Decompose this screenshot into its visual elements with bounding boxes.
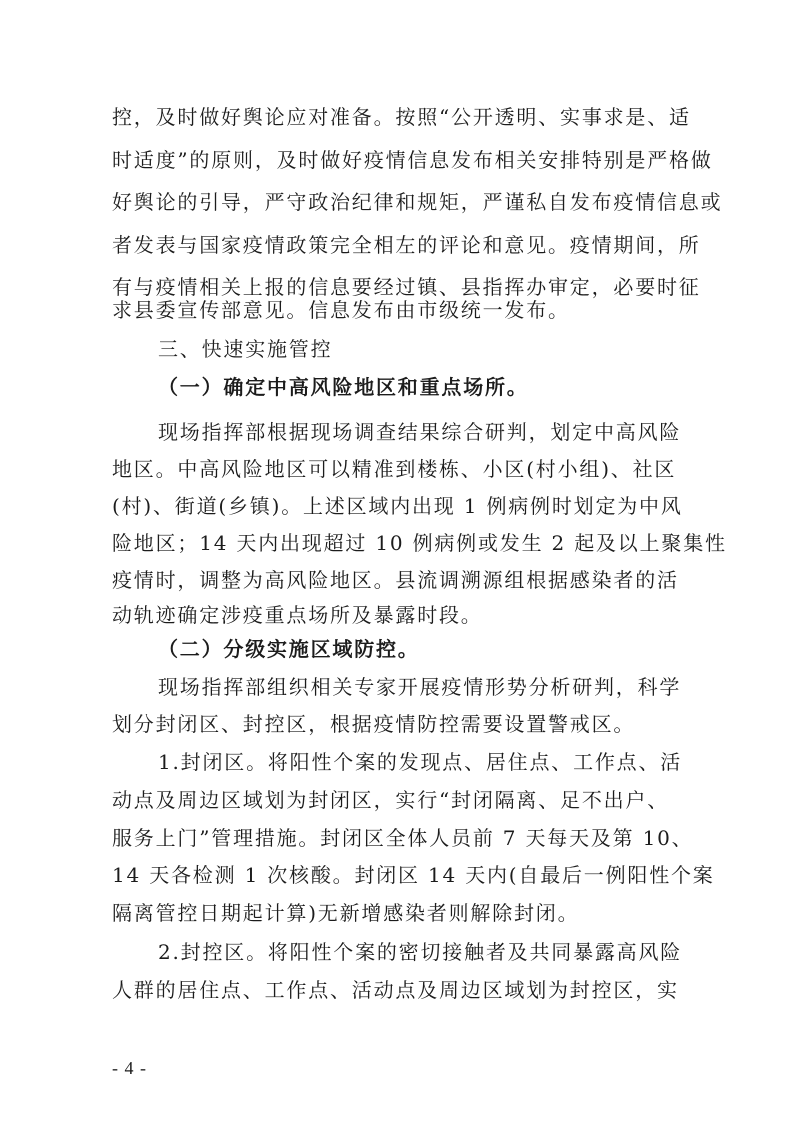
body-text-line: 划分封闭区、封控区，根据疫情防控需要设置警戒区。 [112, 712, 636, 736]
body-text-line: 人群的居住点、工作点、活动点及周边区域划为封控区，实 [112, 978, 679, 1002]
body-text-line: 现场指挥部组织相关专家开展疫情形势分析研判，科学 [158, 675, 682, 699]
body-text-line: 动轨迹确定涉疫重点场所及暴露时段。 [112, 603, 483, 627]
body-text-line: 隔离管控日期起计算)无新增感染者则解除封闭。 [112, 901, 580, 925]
page-number: - 4 - [112, 1058, 147, 1078]
body-text-line: 有与疫情相关上报的信息要经过镇、县指挥办审定，必要时征 [112, 275, 701, 299]
body-text-line: 时适度”的原则，及时做好疫情信息发布相关安排特别是严格做 [112, 148, 713, 172]
body-text-line: 服务上门”管理措施。封闭区全体人员前 7 天每天及第 10、 [112, 826, 694, 850]
body-text-line: 者发表与国家疫情政策完全相左的评论和意见。疫情期间，所 [112, 233, 701, 257]
subsection-heading: （一）确定中高风险地区和重点场所。 [158, 375, 529, 399]
subsection-heading: （二）分级实施区域防控。 [158, 637, 420, 661]
body-text-line: 控，及时做好舆论应对准备。按照“公开透明、实事求是、适 [112, 105, 691, 129]
body-text-line: 好舆论的引导，严守政治纪律和规矩，严谨私自发布疫情信息或 [112, 190, 723, 214]
body-text-line: 险地区；14 天内出现超过 10 例病例或发生 2 起及以上聚集性 [112, 531, 727, 555]
body-text-line: 地区。中高风险地区可以精准到楼栋、小区(村小组)、社区 [112, 457, 677, 481]
body-text-line: 疫情时，调整为高风险地区。县流调溯源组根据感染者的活 [112, 568, 679, 592]
section-heading: 三、快速实施管控 [158, 337, 333, 361]
body-text-line: 现场指挥部根据现场调查结果综合研判，划定中高风险 [158, 420, 682, 444]
body-text-line: 动点及周边区域划为封闭区，实行“封闭隔离、足不出户、 [112, 788, 670, 812]
body-text-line: 求县委宣传部意见。信息发布由市级统一发布。 [112, 298, 570, 322]
body-text-line: (村)、街道(乡镇)。上述区域内出现 1 例病例时划定为中风 [112, 494, 683, 518]
body-text-line: 14 天各检测 1 次核酸。封闭区 14 天内(自最后一例阳性个案 [112, 863, 715, 887]
body-text-line: 1.封闭区。将阳性个案的发现点、居住点、工作点、活 [158, 750, 683, 774]
body-text-line: 2.封控区。将阳性个案的密切接触者及共同暴露高风险 [158, 940, 683, 964]
